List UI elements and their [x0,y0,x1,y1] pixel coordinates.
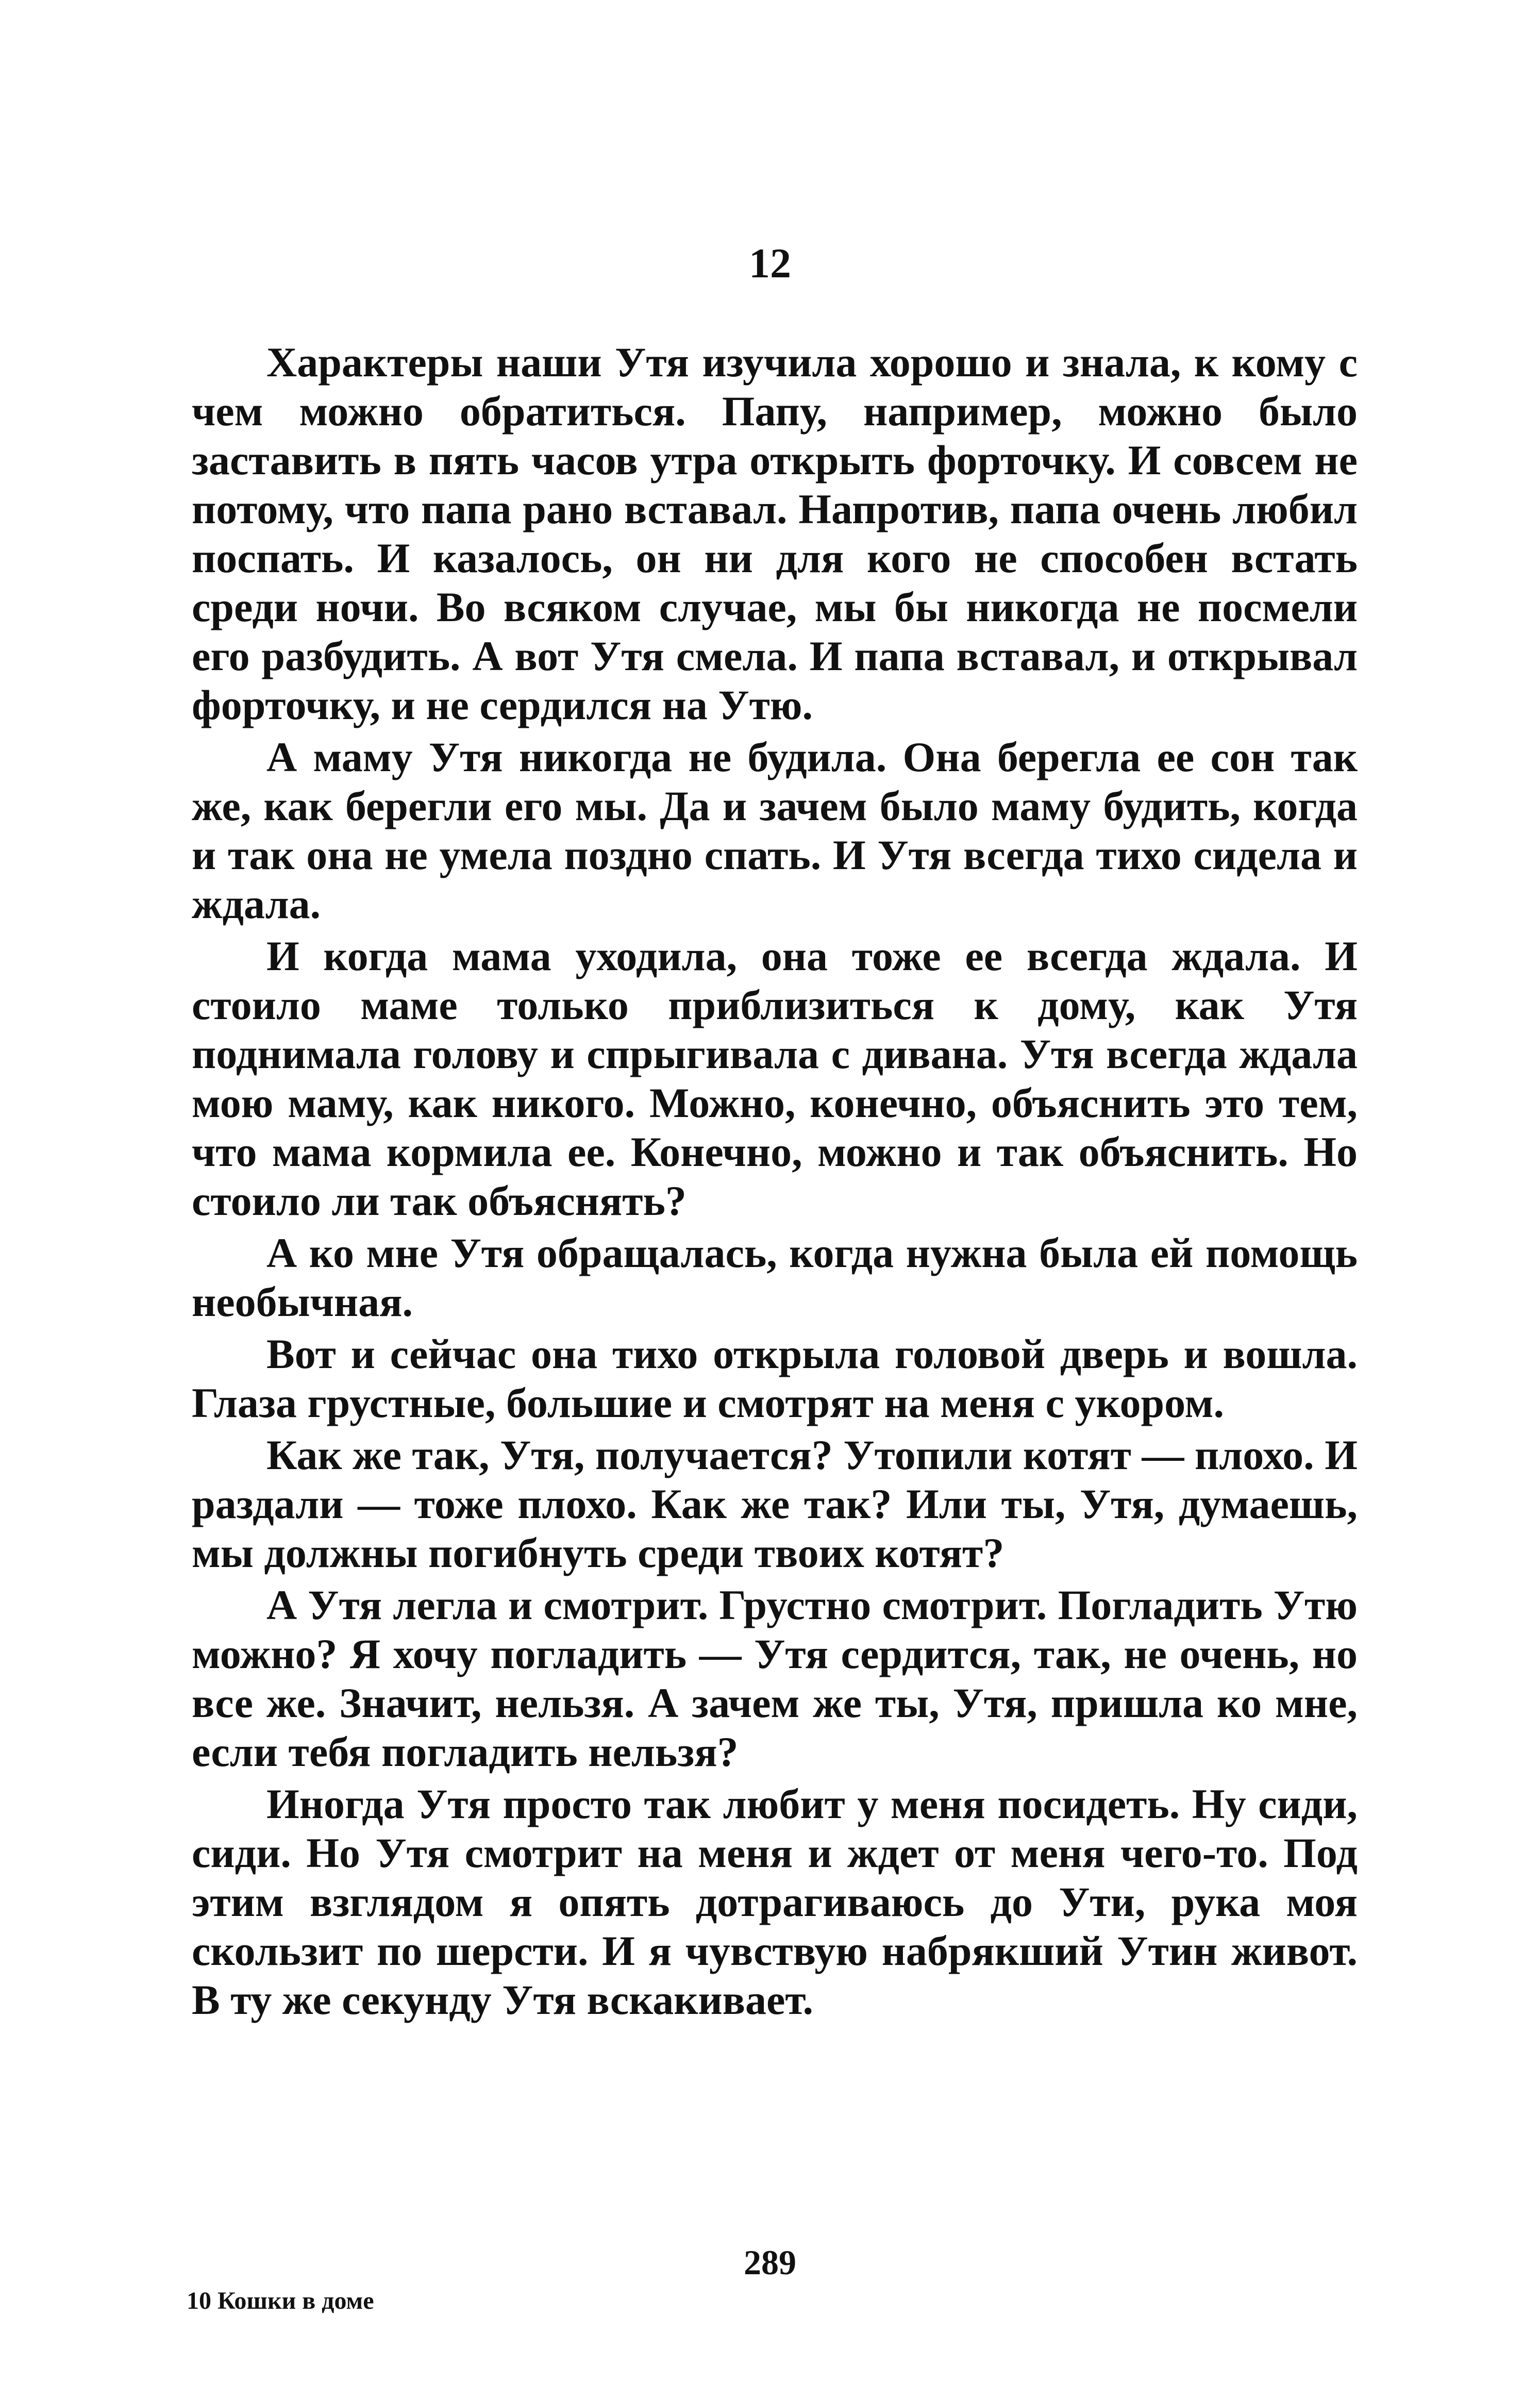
paragraph-5: Вот и сейчас она тихо открыла головой дверь и вошла. Глаза грустные, большие и смотрят на меня с укором. [192,1330,1358,1426]
paragraph-8: Иногда Утя просто так любит у меня посидеть. Ну сиди, сиди. Но Утя смотрит на меня и ждет от меня чего-то. Под этим взглядом я опять дотрагиваюсь до Ути, рука моя скользит по шерсти. И я чувствую набрякший Утин живот. В ту же секунду Утя вскакивает. [192,1780,1358,2023]
paragraph-4: А ко мне Утя обращалась, когда нужна была ей помощь необычная. [192,1229,1358,1325]
page-number: 289 [744,2243,796,2282]
footer-signature: 10 Кошки в доме [187,2287,374,2314]
paragraph-3: И когда мама уходила, она тоже ее всегда ждала. И стоило маме только приблизиться к дому, как Утя поднимала голову и спрыгивала с дивана. Утя всегда ждала мою маму, как никого. Можно, конечно, объяснить это тем, что мама кормила ее. Конечно, можно и так объяснить. Но стоило ли так объяснять? [192,932,1358,1224]
paragraph-7: А Утя легла и смотрит. Грустно смотрит. Погладить Утю можно? Я хочу погладить — Утя сердится, так, не очень, но все же. Значит, нельзя. А зачем же ты, Утя, пришла ко мне, если тебя погладить нельзя? [192,1581,1358,1775]
body-text [192,338,1358,2024]
chapter-number: 12 [749,240,791,287]
paragraph-2: А маму Утя никогда не будила. Она берегла ее сон так же, как берегли его мы. Да и зачем было маму будить, когда и так она не умела поздно спать. И Утя всегда тихо сидела и ждала. [192,734,1358,927]
paragraph-1: Характеры наши Утя изучила хорошо и знала, к кому с чем можно обратиться. Папу, например, можно было заставить в пять часов утра открыть форточку. И совсем не потому, что папа рано вставал. Напротив, папа очень любил поспать. И казалось, он ни для кого не способен встать среди ночи. Во всяком случае, мы бы никогда не посмели его разбудить. А вот Утя смела. И папа вставал, и открывал форточку, и не сердился на Утю. [192,339,1358,728]
paragraph-6: Как же так, Утя, получается? Утопили котят — плохо. И раздали — тоже плохо. Как же так? Или ты, Утя, думаешь, мы должны погибнуть среди твоих котят? [192,1431,1358,1576]
